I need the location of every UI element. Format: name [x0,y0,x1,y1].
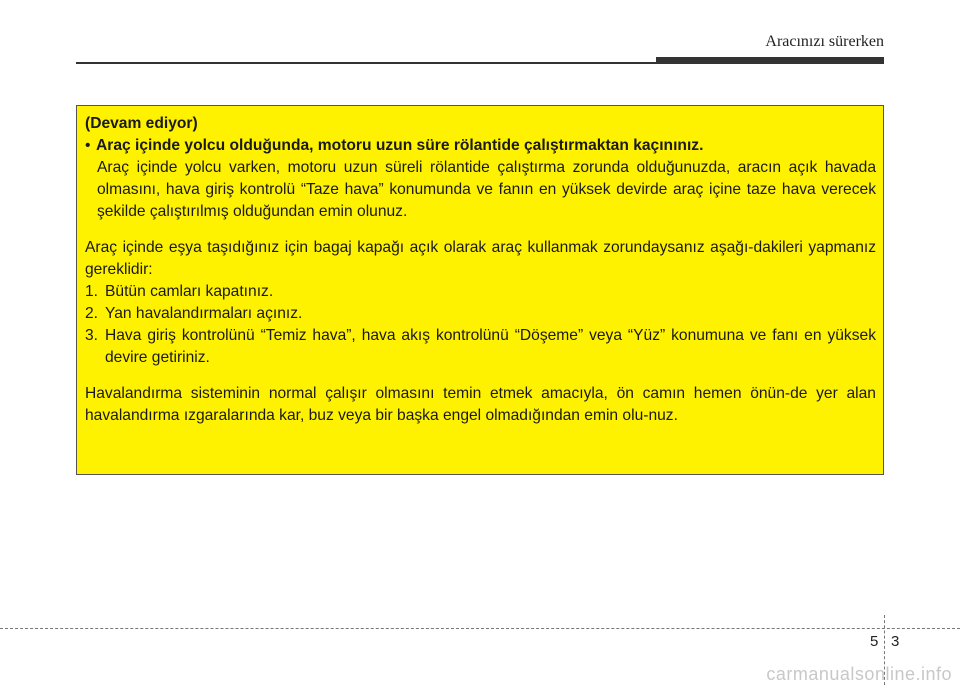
footer-rule [0,628,960,629]
list-item-text: Yan havalandırmaları açınız. [105,305,303,322]
list-item [85,325,876,369]
list-item-text: Bütün camları kapatınız. [105,283,274,300]
page-header-title: Aracınızı sürerken [765,33,884,50]
list-item-number: 2. [85,305,99,322]
instructions-intro: Araç içinde eşya taşıdığınız için bagaj kapağı açık olarak araç kullanmak zorundaysanız aşağı-dakileri yapmanız gereklidir: [85,239,876,278]
caution-notice-box [76,105,884,475]
header-rule-thin [76,62,656,64]
watermark-text: carmanualsonline.info [766,664,952,684]
continued-label: (Devam ediyor) [85,115,198,132]
bullet-body: Araç içinde yolcu varken, motoru uzun süreli rölantide çalıştırma zorunda olduğunuzda, aracın açık havada olmasını, hava giriş kontrolü “Taze hava” konumunda ve fanın en yüksek devirde araç içine taze hava verecek şekilde çalıştırılmış olduğundan emin olunuz. [97,159,876,220]
bullet-heading: Araç içinde yolcu olduğunda, motoru uzun süre rölantide çalıştırmaktan kaçınınız. [96,137,704,154]
list-item-number: 3. [85,327,99,344]
list-item [85,281,876,303]
page-number: 3 [891,633,900,650]
list-item-text: Hava giriş kontrolünü “Temiz hava”, hava akış kontrolünü “Döşeme” veya “Yüz” konumuna ve fanı en yüksek devire getiriniz. [105,327,876,366]
list-item-number: 1. [85,283,99,300]
bullet-heading-row [85,135,876,157]
list-item [85,303,876,325]
closing-paragraph: Havalandırma sisteminin normal çalışır olmasını temin etmek amacıyla, ön camın hemen önün-de yer alan havalandırma ızgaralarında kar, buz veya bir başka engel olmadığından emin olu-nuz. [85,385,876,424]
chapter-number: 5 [870,633,879,650]
bullet-icon: • [85,137,91,154]
header-rule-thick [656,57,884,64]
